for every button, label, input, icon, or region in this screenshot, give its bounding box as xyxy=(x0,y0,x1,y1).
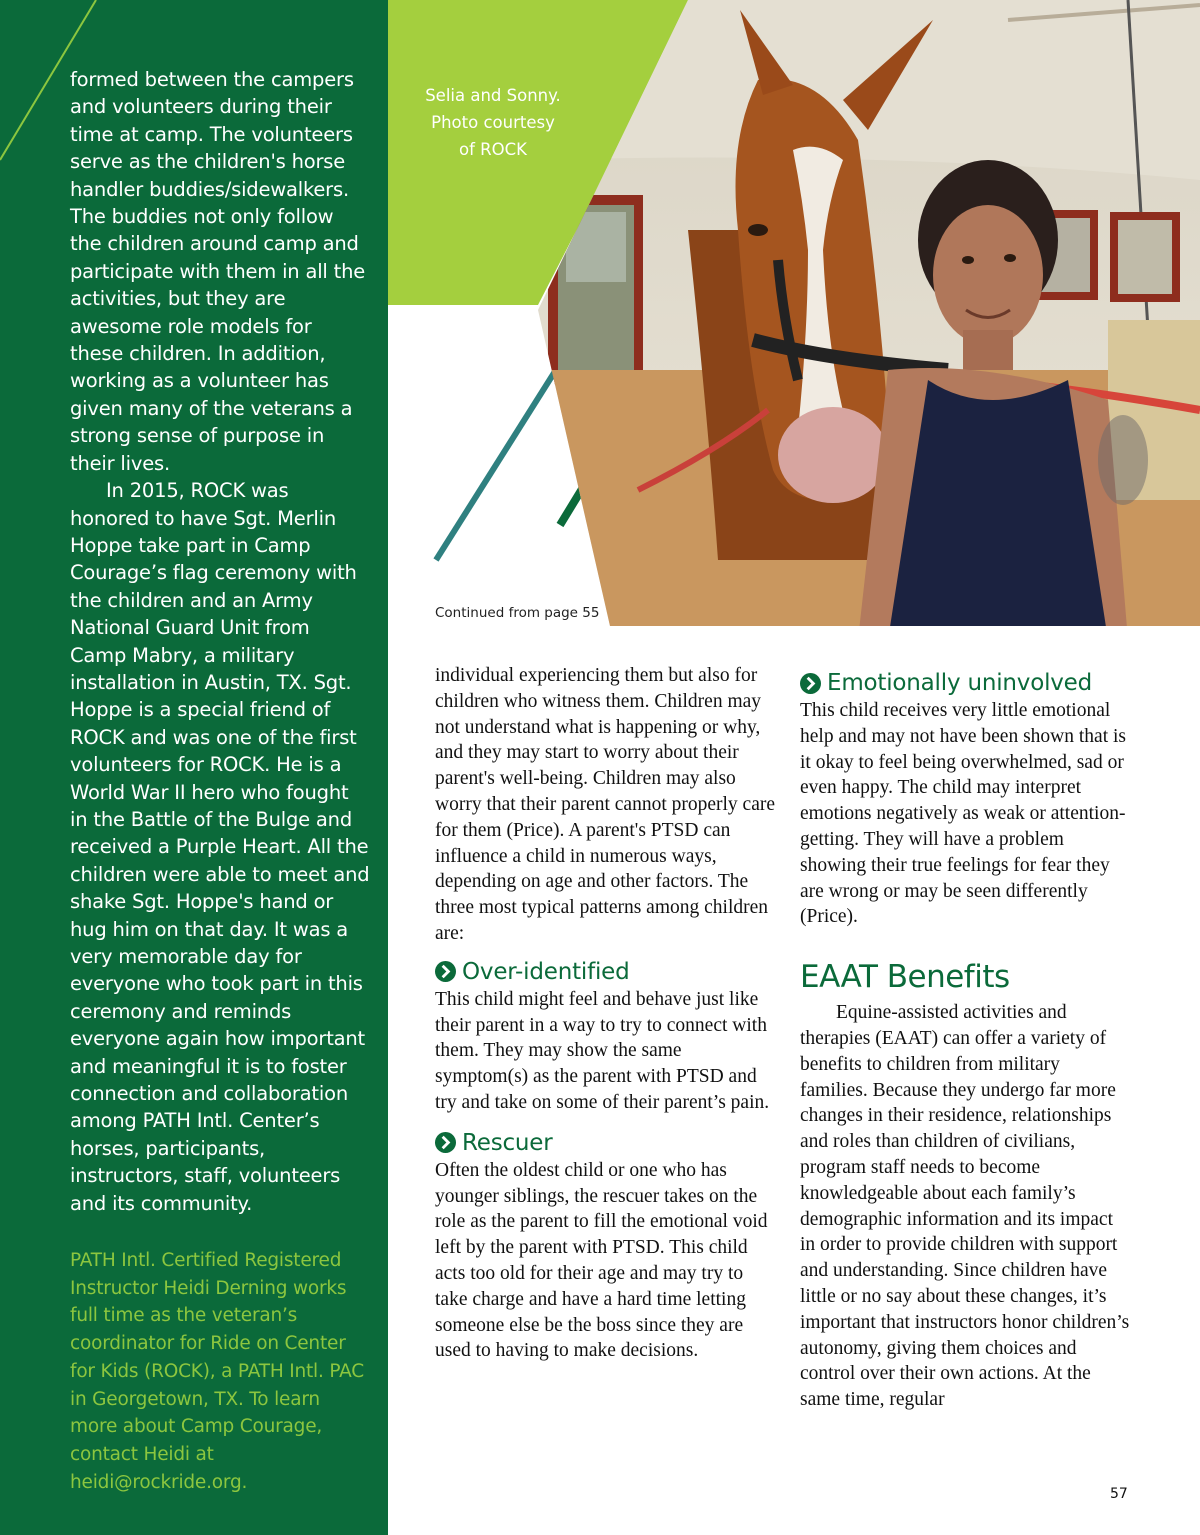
sidebar-paragraph: formed between the campers and volunteers during their time at camp. The volunteers serve as the children's horse handler buddies/sidewalkers. The buddies not only follow the children around camp and participate with them in all the activities, but they are awesome role models for these children. In addition, working as a volunteer has given many of the veterans a strong sense of purpose in their lives. xyxy=(70,68,366,475)
chevron-right-icon xyxy=(435,1132,456,1153)
eaat-paragraph: Equine-assisted activities and therapies (EAAT) can offer a variety of benefits to children from military families. Because they undergo far more changes in their residence, relationships and roles than children of civilians, program staff needs to become knowledgeable about each family’s demographic information and its impact in order to provide children with support and understanding. Since children have little or no say about these changes, it’s important that instructors honor children’s autonomy, giving them choices and control over their own actions. At the same time, regular xyxy=(800,1002,1130,1411)
section-over-identified xyxy=(435,957,775,1116)
section-text: This child receives very little emotional help and may not have been shown that is it okay to feel being overwhelmed, sad or even happy. The child may interpret emotions negatively as weak or attention-getting. They will have a problem showing their true feelings for fear they are wrong or may be seen differently (Price). xyxy=(800,700,1127,928)
page-number: 57 xyxy=(1110,1486,1128,1502)
sidebar-panel xyxy=(0,0,388,1535)
sidebar-article-text xyxy=(70,66,370,1217)
author-bio: PATH Intl. Certified Registered Instructor Heidi Derning works full time as the veteran’s coordinator for Ride on Center for Kids (ROCK), a PATH Intl. PAC in Georgetown, TX. To learn more about Camp Courage, contact Heidi at heidi@rockride.org. xyxy=(70,1250,364,1493)
photo-caption xyxy=(412,82,574,163)
continued-from-note: Continued from page 55 xyxy=(435,605,600,621)
section-emotionally-uninvolved xyxy=(800,668,1130,930)
subheading xyxy=(435,957,775,987)
right-column xyxy=(800,668,1130,1413)
subheading-text: Rescuer xyxy=(462,1129,553,1156)
intro-paragraph: individual experiencing them but also for children who witness them. Children may not understand what is happening or why, and they may start to worry about their parent's well-being. Children may also worry that their parent cannot properly care for them (Price). A parent's PTSD can influence a child in numerous ways, depending on age and other factors. The three most typical patterns among children are: xyxy=(435,665,776,944)
middle-column xyxy=(435,663,775,1364)
chevron-right-icon xyxy=(435,961,456,982)
subheading-text: Over-identified xyxy=(462,958,630,985)
chevron-right-icon xyxy=(800,673,821,694)
caption-line: of ROCK xyxy=(459,140,527,159)
caption-line: Photo courtesy xyxy=(431,113,555,132)
section-rescuer xyxy=(435,1128,775,1364)
section-heading: EAAT Benefits xyxy=(800,959,1010,996)
subheading xyxy=(800,668,1130,698)
section-text: Often the oldest child or one who has younger siblings, the rescuer takes on the role as the parent to fill the emotional void left by the parent with PTSD. This child acts too old for their age and may try to take charge and have a hard time letting someone else be the boss since they are used to having to make decisions. xyxy=(435,1159,768,1362)
section-text: This child might feel and behave just like their parent in a way to try to connect with them. They may show the same symptom(s) as the parent with PTSD and try and take on some of their parent’s pain. xyxy=(435,988,770,1113)
caption-line: Selia and Sonny. xyxy=(425,86,561,105)
sidebar-paragraph: In 2015, ROCK was honored to have Sgt. Merlin Hoppe take part in Camp Courage’s flag ceremony with the children and an Army National Guard Unit from Camp Mabry, a military installation in Austin, TX. Sgt. Hoppe is a special friend of ROCK and was one of the first volunteers for ROCK. He is a World War II hero who fought in the Battle of the Bulge and received a Purple Heart. All the children were able to meet and shake Sgt. Hoppe's hand or hug him on that day. It was a very memorable day for everyone who took part in this ceremony and reminds everyone again how important and meaningful it is to foster connection and collaboration among PATH Intl. Center’s horses, participants, instructors, staff, volunteers and its community. xyxy=(70,479,370,1215)
subheading xyxy=(435,1128,775,1158)
subheading-text: Emotionally uninvolved xyxy=(827,670,1093,696)
